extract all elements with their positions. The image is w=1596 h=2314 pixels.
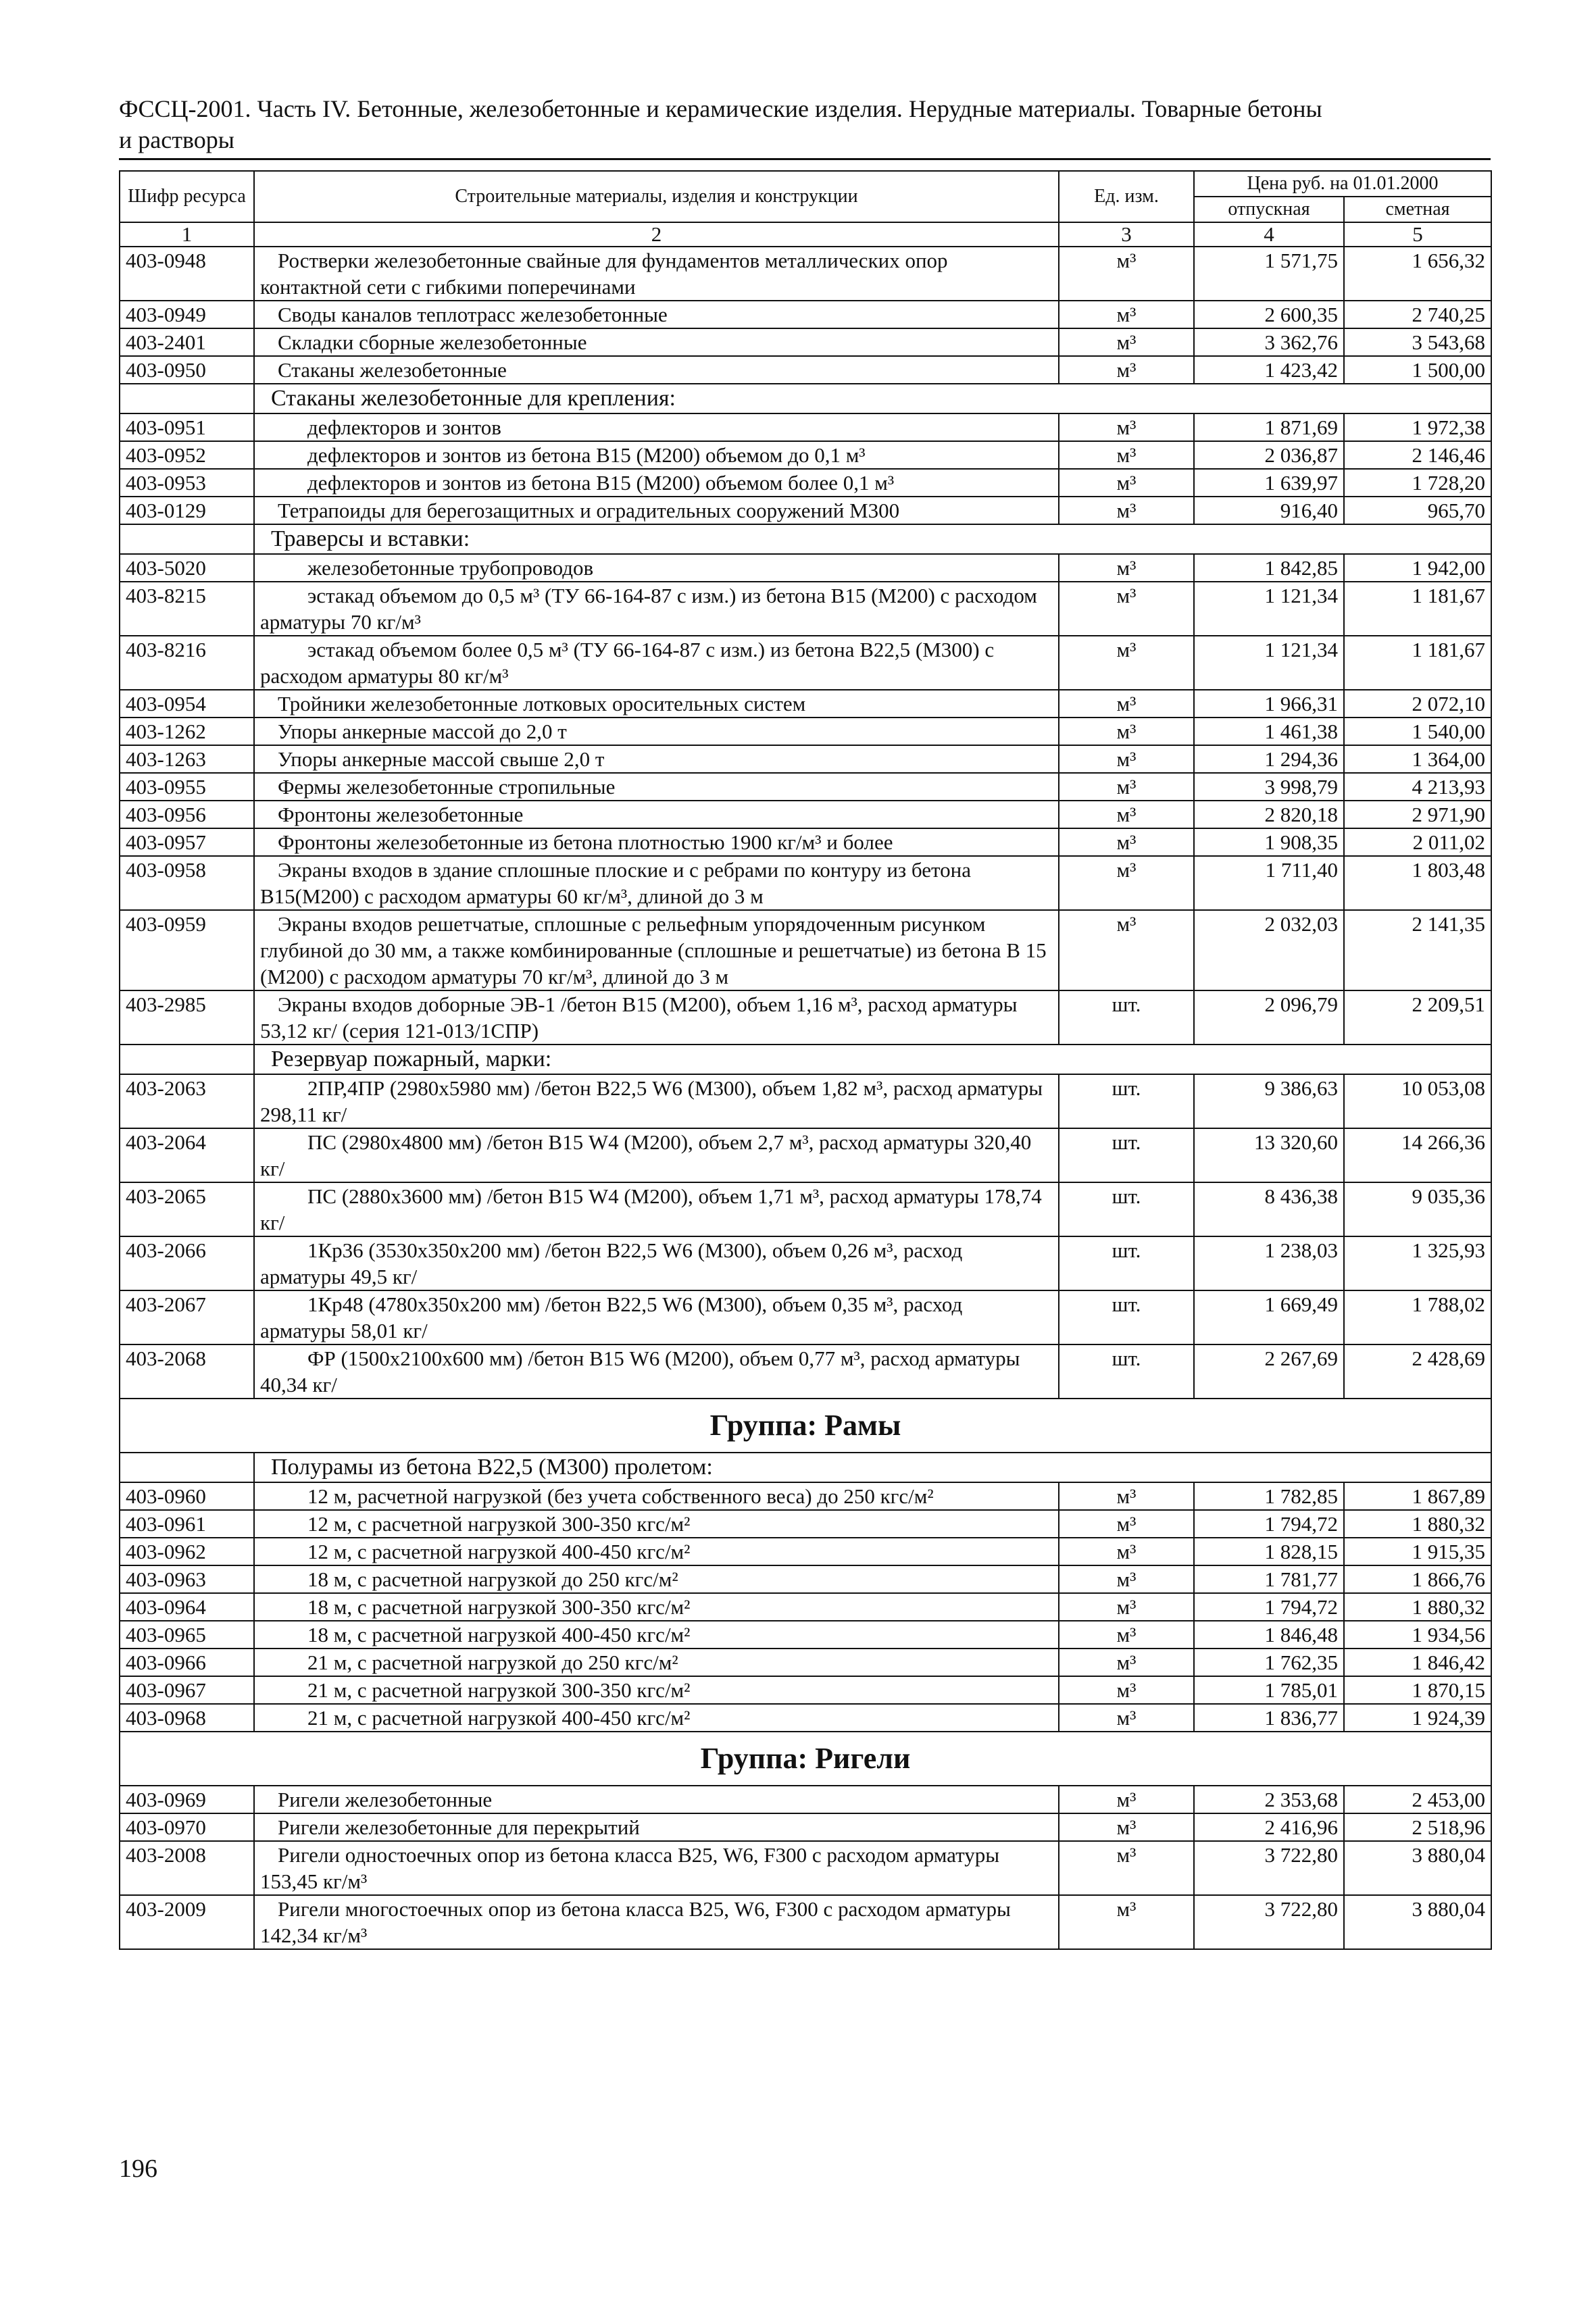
table-row [120, 1593, 1491, 1621]
release-price-cell: 8 436,38 [1194, 1182, 1344, 1236]
table-row [120, 1482, 1491, 1510]
table-row [120, 801, 1491, 828]
unit-cell: м³ [1059, 469, 1194, 497]
resource-code-cell: 403-0961 [120, 1510, 254, 1538]
release-price-cell: 1 571,75 [1194, 247, 1344, 301]
estimate-price-cell: 2 146,46 [1344, 441, 1491, 469]
estimate-price-cell: 2 209,51 [1344, 990, 1491, 1045]
material-name-cell: Экраны входов в здание сплошные плоские и с ребрами по контуру из бетона В15(М200) с расходом арматуры 60 кг/м³, длиной до 3 м [254, 856, 1059, 910]
section-heading: Стаканы железобетонные для крепления: [254, 384, 1491, 413]
unit-cell: м³ [1059, 356, 1194, 384]
estimate-price-cell: 1 880,32 [1344, 1510, 1491, 1538]
col-number: 1 [120, 222, 254, 247]
unit-cell: м³ [1059, 582, 1194, 636]
page-number: 196 [119, 2155, 157, 2183]
material-name-cell: 12 м, расчетной нагрузкой (без учета собственного веса) до 250 кгс/м² [254, 1482, 1059, 1510]
resource-code-cell: 403-2985 [120, 990, 254, 1045]
material-name-cell: Тетрапоиды для берегозащитных и оградительных сооружений М300 [254, 497, 1059, 524]
resource-code-cell: 403-0956 [120, 801, 254, 828]
table-row [120, 1510, 1491, 1538]
unit-cell: м³ [1059, 1621, 1194, 1649]
release-price-cell: 916,40 [1194, 497, 1344, 524]
estimate-price-cell: 1 540,00 [1344, 718, 1491, 745]
resource-code-cell: 403-0964 [120, 1593, 254, 1621]
col-number: 5 [1344, 222, 1491, 247]
table-row [120, 441, 1491, 469]
unit-cell: м³ [1059, 328, 1194, 356]
table-row [120, 636, 1491, 690]
table-row [120, 1074, 1491, 1128]
release-price-cell: 2 820,18 [1194, 801, 1344, 828]
material-name-cell: дефлекторов и зонтов из бетона В15 (М200) объемом до 0,1 м³ [254, 441, 1059, 469]
material-name-cell: железобетонные трубопроводов [254, 554, 1059, 582]
resource-code-cell: 403-0970 [120, 1813, 254, 1841]
estimate-price-cell: 1 788,02 [1344, 1290, 1491, 1344]
table-row [120, 1538, 1491, 1565]
estimate-price-cell: 2 740,25 [1344, 301, 1491, 328]
material-name-cell: Экраны входов доборные ЭВ-1 /бетон В15 (М200), объем 1,16 м³, расход арматуры 53,12 кг/ (серия 121-013/1СПР) [254, 990, 1059, 1045]
col-header-name: Строительные материалы, изделия и конструкции [254, 171, 1059, 222]
material-name-cell: Своды каналов теплотрасс железобетонные [254, 301, 1059, 328]
table-row [120, 1621, 1491, 1649]
material-name-cell: эстакад объемом более 0,5 м³ (ТУ 66-164-87 с изм.) из бетона В22,5 (М300) с расходом арматуры 80 кг/м³ [254, 636, 1059, 690]
material-name-cell: 21 м, с расчетной нагрузкой 400-450 кгс/м² [254, 1704, 1059, 1732]
estimate-price-cell: 1 870,15 [1344, 1676, 1491, 1704]
unit-cell: м³ [1059, 1649, 1194, 1676]
material-name-cell: дефлекторов и зонтов из бетона В15 (М200) объемом более 0,1 м³ [254, 469, 1059, 497]
release-price-cell: 1 794,72 [1194, 1593, 1344, 1621]
estimate-price-cell: 1 656,32 [1344, 247, 1491, 301]
resource-code-cell: 403-0129 [120, 497, 254, 524]
unit-cell: м³ [1059, 910, 1194, 990]
unit-cell: шт. [1059, 990, 1194, 1045]
document-header [119, 93, 1491, 155]
estimate-price-cell: 10 053,08 [1344, 1074, 1491, 1128]
resource-code-cell: 403-5020 [120, 554, 254, 582]
estimate-price-cell: 1 867,89 [1344, 1482, 1491, 1510]
col-header-unit: Ед. изм. [1059, 171, 1194, 222]
resource-code-cell: 403-0968 [120, 1704, 254, 1732]
material-name-cell: ПС (2880х3600 мм) /бетон В15 W4 (М200), объем 1,71 м³, расход арматуры 178,74 кг/ [254, 1182, 1059, 1236]
estimate-price-cell: 3 880,04 [1344, 1841, 1491, 1895]
material-name-cell: Ригели железобетонные для перекрытий [254, 1813, 1059, 1841]
release-price-cell: 1 871,69 [1194, 413, 1344, 441]
header-rule [119, 158, 1491, 160]
material-name-cell: Фронтоны железобетонные [254, 801, 1059, 828]
material-name-cell: 1Кр48 (4780х350х200 мм) /бетон В22,5 W6 (М300), объем 0,35 м³, расход арматуры 58,01 кг/ [254, 1290, 1059, 1344]
table-row [120, 554, 1491, 582]
unit-cell: м³ [1059, 1482, 1194, 1510]
col-number: 3 [1059, 222, 1194, 247]
release-price-cell: 3 362,76 [1194, 328, 1344, 356]
resource-code-cell: 403-2066 [120, 1236, 254, 1290]
section-heading-row [120, 384, 1491, 413]
table-row [120, 1786, 1491, 1813]
unit-cell: м³ [1059, 690, 1194, 718]
table-row [120, 328, 1491, 356]
material-name-cell: Ригели одностоечных опор из бетона класса В25, W6, F300 с расходом арматуры 153,45 кг/м³ [254, 1841, 1059, 1895]
material-name-cell: 21 м, с расчетной нагрузкой до 250 кгс/м² [254, 1649, 1059, 1676]
release-price-cell: 1 828,15 [1194, 1538, 1344, 1565]
unit-cell: шт. [1059, 1236, 1194, 1290]
resource-code-cell: 403-0965 [120, 1621, 254, 1649]
material-name-cell: дефлекторов и зонтов [254, 413, 1059, 441]
unit-cell: шт. [1059, 1290, 1194, 1344]
table-row [120, 1895, 1491, 1949]
resource-code-cell: 403-0963 [120, 1565, 254, 1593]
estimate-price-cell: 2 428,69 [1344, 1344, 1491, 1399]
release-price-cell: 1 842,85 [1194, 554, 1344, 582]
resource-code-cell: 403-2401 [120, 328, 254, 356]
section-heading: Резервуар пожарный, марки: [254, 1045, 1491, 1074]
section-heading-row [120, 1453, 1491, 1482]
estimate-price-cell: 2 518,96 [1344, 1813, 1491, 1841]
unit-cell: м³ [1059, 497, 1194, 524]
release-price-cell: 2 032,03 [1194, 910, 1344, 990]
unit-cell: м³ [1059, 636, 1194, 690]
release-price-cell: 3 722,80 [1194, 1841, 1344, 1895]
table-row [120, 1344, 1491, 1399]
resource-code-cell: 403-2008 [120, 1841, 254, 1895]
resource-code-cell: 403-2009 [120, 1895, 254, 1949]
table-row [120, 1182, 1491, 1236]
release-price-cell: 3 722,80 [1194, 1895, 1344, 1949]
resource-code-cell: 403-1263 [120, 745, 254, 773]
col-header-estimate: сметная [1344, 197, 1491, 222]
material-name-cell: эстакад объемом до 0,5 м³ (ТУ 66-164-87 с изм.) из бетона В15 (М200) с расходом арматуры 70 кг/м³ [254, 582, 1059, 636]
material-name-cell: Фронтоны железобетонные из бетона плотностью 1900 кг/м³ и более [254, 828, 1059, 856]
table-row [120, 301, 1491, 328]
release-price-cell: 1 711,40 [1194, 856, 1344, 910]
resource-code-cell: 403-0960 [120, 1482, 254, 1510]
group-heading-row [120, 1732, 1491, 1786]
col-header-release: отпускная [1194, 197, 1344, 222]
col-number: 2 [254, 222, 1059, 247]
table-row [120, 828, 1491, 856]
estimate-price-cell: 2 453,00 [1344, 1786, 1491, 1813]
resource-code-cell: 403-0954 [120, 690, 254, 718]
unit-cell: шт. [1059, 1344, 1194, 1399]
unit-cell: м³ [1059, 718, 1194, 745]
release-price-cell: 1 966,31 [1194, 690, 1344, 718]
table-row [120, 1236, 1491, 1290]
section-code-cell [120, 384, 254, 413]
section-code-cell [120, 1453, 254, 1482]
release-price-cell: 2 267,69 [1194, 1344, 1344, 1399]
unit-cell: шт. [1059, 1074, 1194, 1128]
estimate-price-cell: 1 803,48 [1344, 856, 1491, 910]
resource-code-cell: 403-2063 [120, 1074, 254, 1128]
release-price-cell: 1 238,03 [1194, 1236, 1344, 1290]
estimate-price-cell: 1 972,38 [1344, 413, 1491, 441]
unit-cell: м³ [1059, 1895, 1194, 1949]
table-row [120, 1704, 1491, 1732]
table-row [120, 690, 1491, 718]
table-body [120, 247, 1491, 1949]
resource-code-cell: 403-2064 [120, 1128, 254, 1182]
resource-code-cell: 403-0957 [120, 828, 254, 856]
resource-code-cell: 403-0967 [120, 1676, 254, 1704]
resource-code-cell: 403-0948 [120, 247, 254, 301]
unit-cell: м³ [1059, 1510, 1194, 1538]
estimate-price-cell: 4 213,93 [1344, 773, 1491, 801]
table-row [120, 745, 1491, 773]
material-name-cell: Упоры анкерные массой свыше 2,0 т [254, 745, 1059, 773]
estimate-price-cell: 3 543,68 [1344, 328, 1491, 356]
estimate-price-cell: 965,70 [1344, 497, 1491, 524]
unit-cell: м³ [1059, 1786, 1194, 1813]
release-price-cell: 1 782,85 [1194, 1482, 1344, 1510]
table-row [120, 990, 1491, 1045]
release-price-cell: 1 794,72 [1194, 1510, 1344, 1538]
estimate-price-cell: 1 364,00 [1344, 745, 1491, 773]
column-numbers-row [120, 222, 1491, 247]
release-price-cell: 2 096,79 [1194, 990, 1344, 1045]
table-row [120, 247, 1491, 301]
resource-code-cell: 403-0959 [120, 910, 254, 990]
estimate-price-cell: 2 971,90 [1344, 801, 1491, 828]
unit-cell: м³ [1059, 1565, 1194, 1593]
unit-cell: м³ [1059, 1676, 1194, 1704]
estimate-price-cell: 9 035,36 [1344, 1182, 1491, 1236]
resource-code-cell: 403-0953 [120, 469, 254, 497]
estimate-price-cell: 1 915,35 [1344, 1538, 1491, 1565]
table-row [120, 1676, 1491, 1704]
estimate-price-cell: 1 866,76 [1344, 1565, 1491, 1593]
release-price-cell: 3 998,79 [1194, 773, 1344, 801]
release-price-cell: 1 669,49 [1194, 1290, 1344, 1344]
col-header-price: Цена руб. на 01.01.2000 [1194, 171, 1491, 197]
resource-code-cell: 403-0949 [120, 301, 254, 328]
table-row [120, 413, 1491, 441]
material-name-cell: 18 м, с расчетной нагрузкой 300-350 кгс/м² [254, 1593, 1059, 1621]
unit-cell: м³ [1059, 745, 1194, 773]
unit-cell: м³ [1059, 301, 1194, 328]
resource-code-cell: 403-0958 [120, 856, 254, 910]
material-name-cell: 1Кр36 (3530х350х200 мм) /бетон В22,5 W6 (М300), объем 0,26 м³, расход арматуры 49,5 кг/ [254, 1236, 1059, 1290]
unit-cell: м³ [1059, 247, 1194, 301]
resource-code-cell: 403-0951 [120, 413, 254, 441]
material-name-cell: 12 м, с расчетной нагрузкой 400-450 кгс/м² [254, 1538, 1059, 1565]
section-heading-row [120, 1045, 1491, 1074]
table-row [120, 469, 1491, 497]
unit-cell: м³ [1059, 413, 1194, 441]
section-code-cell [120, 524, 254, 554]
table-row [120, 1649, 1491, 1676]
unit-cell: м³ [1059, 1704, 1194, 1732]
material-name-cell: 21 м, с расчетной нагрузкой 300-350 кгс/м² [254, 1676, 1059, 1704]
table-row [120, 1128, 1491, 1182]
estimate-price-cell: 2 072,10 [1344, 690, 1491, 718]
material-name-cell: Упоры анкерные массой до 2,0 т [254, 718, 1059, 745]
section-heading-row [120, 524, 1491, 554]
unit-cell: м³ [1059, 828, 1194, 856]
unit-cell: м³ [1059, 856, 1194, 910]
resource-code-cell: 403-2068 [120, 1344, 254, 1399]
table-header [120, 171, 1491, 247]
estimate-price-cell: 1 500,00 [1344, 356, 1491, 384]
material-name-cell: ФР (1500х2100х600 мм) /бетон В15 W6 (М200), объем 0,77 м³, расход арматуры 40,34 кг/ [254, 1344, 1059, 1399]
release-price-cell: 13 320,60 [1194, 1128, 1344, 1182]
estimate-price-cell: 3 880,04 [1344, 1895, 1491, 1949]
release-price-cell: 2 353,68 [1194, 1786, 1344, 1813]
unit-cell: шт. [1059, 1128, 1194, 1182]
unit-cell: м³ [1059, 1538, 1194, 1565]
release-price-cell: 2 036,87 [1194, 441, 1344, 469]
material-name-cell: Ростверки железобетонные свайные для фундаментов металлических опор контактной сети с гибкими поперечинами [254, 247, 1059, 301]
material-name-cell: 12 м, с расчетной нагрузкой 300-350 кгс/м² [254, 1510, 1059, 1538]
unit-cell: шт. [1059, 1182, 1194, 1236]
table-row [120, 856, 1491, 910]
release-price-cell: 1 294,36 [1194, 745, 1344, 773]
release-price-cell: 1 423,42 [1194, 356, 1344, 384]
price-table [119, 170, 1492, 1950]
unit-cell: м³ [1059, 1593, 1194, 1621]
group-heading: Группа: Ригели [120, 1732, 1491, 1786]
release-price-cell: 1 762,35 [1194, 1649, 1344, 1676]
table-row [120, 773, 1491, 801]
table-row [120, 1565, 1491, 1593]
table-row [120, 1813, 1491, 1841]
table-row [120, 497, 1491, 524]
col-header-code: Шифр ресурса [120, 171, 254, 222]
unit-cell: м³ [1059, 801, 1194, 828]
table-row [120, 910, 1491, 990]
estimate-price-cell: 2 141,35 [1344, 910, 1491, 990]
resource-code-cell: 403-8215 [120, 582, 254, 636]
material-name-cell: 18 м, с расчетной нагрузкой до 250 кгс/м² [254, 1565, 1059, 1593]
estimate-price-cell: 1 181,67 [1344, 636, 1491, 690]
resource-code-cell: 403-0952 [120, 441, 254, 469]
table-row [120, 1841, 1491, 1895]
material-name-cell: 18 м, с расчетной нагрузкой 400-450 кгс/м² [254, 1621, 1059, 1649]
release-price-cell: 1 836,77 [1194, 1704, 1344, 1732]
resource-code-cell: 403-0962 [120, 1538, 254, 1565]
material-name-cell: Ригели железобетонные [254, 1786, 1059, 1813]
estimate-price-cell: 1 934,56 [1344, 1621, 1491, 1649]
resource-code-cell: 403-0950 [120, 356, 254, 384]
release-price-cell: 2 416,96 [1194, 1813, 1344, 1841]
resource-code-cell: 403-0966 [120, 1649, 254, 1676]
group-heading-row [120, 1399, 1491, 1453]
resource-code-cell: 403-2065 [120, 1182, 254, 1236]
release-price-cell: 1 639,97 [1194, 469, 1344, 497]
estimate-price-cell: 1 325,93 [1344, 1236, 1491, 1290]
release-price-cell: 2 600,35 [1194, 301, 1344, 328]
section-heading: Полурамы из бетона В22,5 (М300) пролетом: [254, 1453, 1491, 1482]
table-row [120, 582, 1491, 636]
estimate-price-cell: 1 181,67 [1344, 582, 1491, 636]
resource-code-cell: 403-2067 [120, 1290, 254, 1344]
estimate-price-cell: 1 942,00 [1344, 554, 1491, 582]
material-name-cell: Складки сборные железобетонные [254, 328, 1059, 356]
table-row [120, 718, 1491, 745]
material-name-cell: ПС (2980х4800 мм) /бетон В15 W4 (М200), объем 2,7 м³, расход арматуры 320,40 кг/ [254, 1128, 1059, 1182]
estimate-price-cell: 1 728,20 [1344, 469, 1491, 497]
unit-cell: м³ [1059, 441, 1194, 469]
release-price-cell: 1 461,38 [1194, 718, 1344, 745]
estimate-price-cell: 14 266,36 [1344, 1128, 1491, 1182]
unit-cell: м³ [1059, 773, 1194, 801]
resource-code-cell: 403-1262 [120, 718, 254, 745]
header-line-1: ФССЦ-2001. Часть IV. Бетонные, железобетонные и керамические изделия. Нерудные материалы. Товарные бетоны [119, 95, 1322, 122]
header-line-2: и растворы [119, 126, 234, 153]
release-price-cell: 1 121,34 [1194, 582, 1344, 636]
material-name-cell: Фермы железобетонные стропильные [254, 773, 1059, 801]
release-price-cell: 1 781,77 [1194, 1565, 1344, 1593]
col-number: 4 [1194, 222, 1344, 247]
section-heading: Траверсы и вставки: [254, 524, 1491, 554]
section-code-cell [120, 1045, 254, 1074]
estimate-price-cell: 1 880,32 [1344, 1593, 1491, 1621]
material-name-cell: Тройники железобетонные лотковых оросительных систем [254, 690, 1059, 718]
table-row [120, 1290, 1491, 1344]
release-price-cell: 1 908,35 [1194, 828, 1344, 856]
release-price-cell: 1 121,34 [1194, 636, 1344, 690]
estimate-price-cell: 2 011,02 [1344, 828, 1491, 856]
group-heading: Группа: Рамы [120, 1399, 1491, 1453]
material-name-cell: Стаканы железобетонные [254, 356, 1059, 384]
material-name-cell: Ригели многостоечных опор из бетона класса В25, W6, F300 с расходом арматуры 142,34 кг/м³ [254, 1895, 1059, 1949]
resource-code-cell: 403-0955 [120, 773, 254, 801]
estimate-price-cell: 1 924,39 [1344, 1704, 1491, 1732]
table-row [120, 356, 1491, 384]
release-price-cell: 1 846,48 [1194, 1621, 1344, 1649]
resource-code-cell: 403-0969 [120, 1786, 254, 1813]
estimate-price-cell: 1 846,42 [1344, 1649, 1491, 1676]
unit-cell: м³ [1059, 1813, 1194, 1841]
material-name-cell: Экраны входов решетчатые, сплошные с рельефным упорядоченным рисунком глубиной до 30 мм, а также комбинированные (сплошные и решетчатые) из бетона В 15 (М200) с расходом арматуры 70 кг/м³, длиной до 3 м [254, 910, 1059, 990]
resource-code-cell: 403-8216 [120, 636, 254, 690]
unit-cell: м³ [1059, 554, 1194, 582]
material-name-cell: 2ПР,4ПР (2980х5980 мм) /бетон В22,5 W6 (М300), объем 1,82 м³, расход арматуры 298,11 кг/ [254, 1074, 1059, 1128]
release-price-cell: 9 386,63 [1194, 1074, 1344, 1128]
release-price-cell: 1 785,01 [1194, 1676, 1344, 1704]
unit-cell: м³ [1059, 1841, 1194, 1895]
